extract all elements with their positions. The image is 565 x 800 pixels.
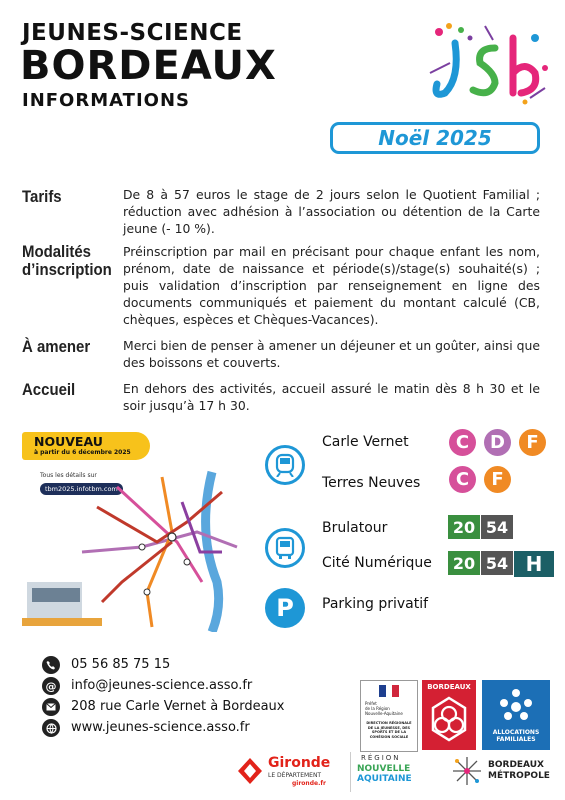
region-top: RÉGION <box>361 754 401 762</box>
tram-line-c: C <box>449 429 476 456</box>
globe-icon <box>42 719 60 737</box>
prefet-dept: DIRECTION RÉGIONALE DE LA JEUNESSE, DES SPORTS ET DE LA COHÉSION SOCIALE <box>366 721 412 739</box>
gironde-logo <box>236 752 346 792</box>
parking-label: Parking privatif <box>322 596 429 612</box>
contact-website[interactable]: www.jeunes-science.asso.fr <box>71 720 250 735</box>
tram-line-f: F <box>484 466 511 493</box>
bus-line-h: H <box>514 551 554 577</box>
region-logo <box>350 752 443 792</box>
header-line-1: JEUNES-SCIENCE <box>22 20 243 46</box>
gironde-url: gironde.fr <box>292 780 326 787</box>
bordeaux-logo <box>422 680 476 750</box>
tram-line-c: C <box>449 466 476 493</box>
tram-line-f: F <box>519 429 546 456</box>
bus-icon <box>265 528 305 568</box>
details-link[interactable]: tbm2025.infotbm.com <box>40 483 123 495</box>
new-badge-title: NOUVEAU <box>34 434 103 449</box>
network-map <box>22 432 262 632</box>
phone-icon <box>42 656 60 674</box>
parking-icon: P <box>265 588 305 628</box>
text-tarifs: De 8 à 57 euros le stage de 2 jours selon le Quotient Familial ; réduction avec adhésion à l’association ou détention de la Carte jeune (- 10 %). <box>123 187 540 236</box>
text-accueil: En dehors des activités, accueil assuré le matin dès 8 h 30 et le soir jusqu’à 17 h 30. <box>123 381 540 413</box>
metropole-l1: BORDEAUX <box>488 760 544 770</box>
text-modalites: Préinscription par mail en précisant pour chaque enfant les nom, prénom, date de naissance et période(s)/stage(s) souhaité(s) ; puis validation d’inscription par renseignement en ligne des documents communiqués et paiement du montant calculé (CB, chèques, espèces et Chèques-Vacances). <box>123 244 540 327</box>
bordeaux-label: BORDEAUX <box>427 683 471 691</box>
region-l2: AQUITAINE <box>357 774 412 784</box>
text-a-amener: Merci bien de penser à amener un déjeuner et un goûter, ainsi que des boissons et couverts. <box>123 338 540 370</box>
caf-label: ALLOCATIONS FAMILIALES <box>492 729 540 743</box>
bus-line-54: 54 <box>481 515 513 539</box>
at-icon: @ <box>42 677 60 695</box>
header-line-3: INFORMATIONS <box>22 90 190 111</box>
label-accueil: Accueil <box>22 380 76 399</box>
gironde-sub: LE DÉPARTEMENT <box>268 772 322 779</box>
caf-logo <box>482 680 550 750</box>
gironde-name: Gironde <box>268 755 331 771</box>
stop-carle-vernet: Carle Vernet <box>322 434 409 450</box>
edition-label: Noël 2025 <box>378 126 492 150</box>
details-text: Tous les détails sur <box>40 472 97 479</box>
prefet-logo <box>360 680 418 752</box>
stop-brulatour: Brulatour <box>322 520 388 536</box>
header-title: BORDEAUX <box>20 43 277 89</box>
region-l1: NOUVELLE <box>357 764 411 774</box>
stop-cite-numerique: Cité Numérique <box>322 555 432 571</box>
mail-icon <box>42 698 60 716</box>
bordeaux-metropole-logo <box>450 752 550 792</box>
edition-banner <box>330 122 540 154</box>
stop-terres-neuves: Terres Neuves <box>322 475 421 491</box>
metropole-l2: MÉTROPOLE <box>488 771 550 781</box>
prefet-text: Préfet de la Région Nouvelle-Aquitaine <box>365 701 403 716</box>
bus-line-20: 20 <box>448 515 480 539</box>
label-tarifs: Tarifs <box>22 187 62 206</box>
jsb-logo <box>425 18 555 108</box>
label-modalites: Modalités d’inscription <box>22 242 112 279</box>
contact-email[interactable]: info@jeunes-science.asso.fr <box>71 678 253 693</box>
bus-line-20: 20 <box>448 551 480 575</box>
new-badge-date: à partir du 6 décembre 2025 <box>34 449 131 456</box>
map-lines-graphic <box>22 432 262 632</box>
bus-line-54: 54 <box>481 551 513 575</box>
tram-line-d: D <box>484 429 511 456</box>
tram-icon <box>265 445 305 485</box>
label-a-amener: À amener <box>22 337 91 356</box>
contact-address: 208 rue Carle Vernet à Bordeaux <box>71 699 285 714</box>
contact-phone[interactable]: 05 56 85 75 15 <box>71 657 171 672</box>
